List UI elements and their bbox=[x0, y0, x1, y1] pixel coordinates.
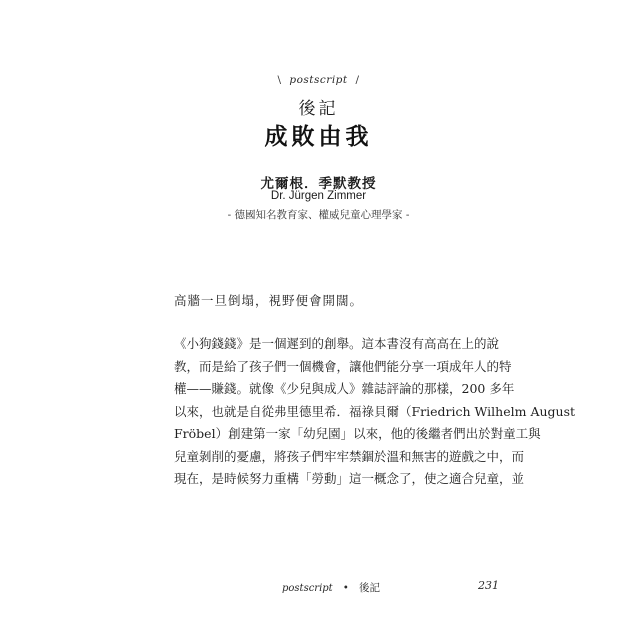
paragraph-line: 現在，是時候努力重構「勞動」這一概念了，使之適合兒童，並 bbox=[174, 471, 525, 486]
footer-chapter: 後記 bbox=[358, 582, 380, 594]
main-paragraph bbox=[174, 333, 576, 491]
footer-label: postscript bbox=[282, 583, 333, 594]
running-footer bbox=[282, 580, 380, 595]
eyebrow-label: postscript bbox=[289, 74, 348, 86]
chapter-title: 成敗由我 bbox=[264, 123, 373, 150]
author-name-chinese: 尤爾根．季默教授 bbox=[260, 176, 377, 192]
author-name-english: Dr. Jürgen Zimmer bbox=[270, 190, 367, 202]
section-eyebrow bbox=[0, 74, 637, 86]
footer-separator: • bbox=[342, 583, 349, 594]
lead-paragraph: 高牆一旦倒塌，視野便會開闊。 bbox=[174, 293, 364, 308]
author-description: - 德國知名教育家、權威兒童心理學家 - bbox=[227, 209, 410, 221]
page-number: 231 bbox=[478, 579, 499, 592]
paragraph-line: 以來，也就是自從弗里德里希．福祿貝爾（Friedrich Wilhelm August bbox=[174, 403, 576, 419]
eyebrow-left-mark: \ bbox=[277, 74, 282, 86]
paragraph-line: 兒童剝削的憂慮，將孩子們牢牢禁錮於溫和無害的遊戲之中，而 bbox=[174, 448, 525, 464]
paragraph-line: 教，而是給了孩子們一個機會，讓他們能分享一項成年人的特 bbox=[174, 358, 512, 374]
eyebrow-right-mark: / bbox=[355, 74, 360, 86]
paragraph-line: 《小狗錢錢》是一個遲到的創舉。這本書沒有高高在上的說 bbox=[174, 336, 500, 351]
paragraph-line: Fröbel）創建第一家「幼兒園」以來，他的後繼者們出於對童工與 bbox=[174, 426, 541, 441]
paragraph-line: 權——賺錢。就像《少兒與成人》雜誌評論的那樣，200 多年 bbox=[174, 381, 515, 396]
chapter-subtitle: 後記 bbox=[298, 99, 339, 119]
